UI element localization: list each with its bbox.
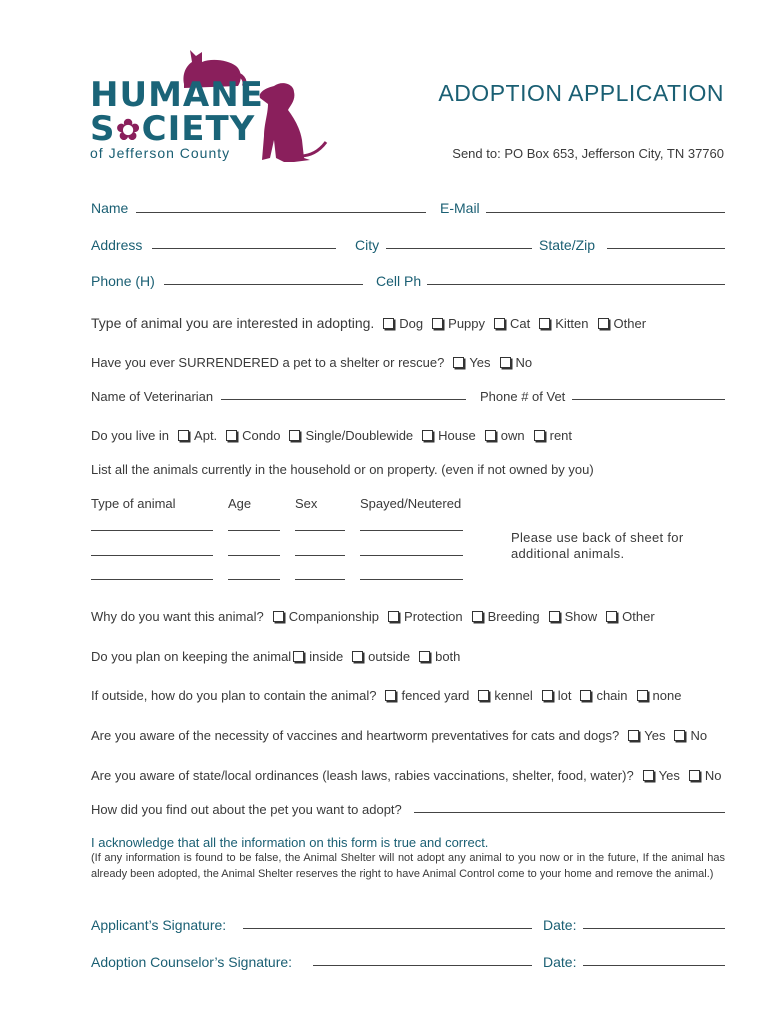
- column-age: Age: [228, 496, 252, 511]
- checkbox-icon[interactable]: [637, 690, 648, 701]
- option-apt[interactable]: Apt.: [169, 428, 217, 443]
- checkbox-icon[interactable]: [643, 770, 654, 781]
- option-companionship[interactable]: Companionship: [264, 609, 379, 624]
- counselor-date-label: Date:: [543, 954, 577, 970]
- acknowledge-body: (If any information is found to be false, the Animal Shelter will not adopt any animal to you now or in the future, If the animal has already been adopted, the Animal Shelter reserves the right to have Animal Control come to your home and remove the animal.): [91, 852, 725, 880]
- phone-home-label: Phone (H): [91, 273, 155, 289]
- option-dog[interactable]: Dog: [374, 316, 423, 331]
- checkbox-icon[interactable]: [289, 430, 300, 441]
- option-inside[interactable]: inside: [291, 649, 343, 664]
- option-condo[interactable]: Condo: [217, 428, 280, 443]
- checkbox-icon[interactable]: [689, 770, 700, 781]
- option-outside[interactable]: outside: [343, 649, 410, 664]
- option-kennel[interactable]: kennel: [469, 688, 532, 703]
- checkbox-icon[interactable]: [542, 690, 553, 701]
- keeping-row: [91, 649, 460, 664]
- household-question: List all the animals currently in the household or on property. (even if not owned by you): [91, 462, 594, 477]
- state-zip-field[interactable]: [607, 248, 725, 249]
- surrendered-question: Have you ever SURRENDERED a pet to a shelter or rescue?: [91, 355, 445, 370]
- logo-word-ciety: CIETY: [141, 109, 256, 149]
- option-lot[interactable]: lot: [533, 688, 572, 703]
- surrendered-row: [91, 355, 532, 370]
- option-puppy[interactable]: Puppy: [423, 316, 485, 331]
- live-in-question: Do you live in: [91, 428, 170, 443]
- option-none[interactable]: none: [628, 688, 682, 703]
- checkbox-icon[interactable]: [432, 318, 443, 329]
- counselor-signature-field[interactable]: [313, 965, 532, 966]
- checkbox-icon[interactable]: [598, 318, 609, 329]
- logo-letter-s: S: [90, 109, 116, 149]
- checkbox-icon[interactable]: [534, 430, 545, 441]
- spayed-neutered-field[interactable]: [360, 555, 463, 556]
- checkbox-icon[interactable]: [485, 430, 496, 441]
- additional-animals-note: Please use back of sheet for additional animals.: [511, 530, 684, 561]
- checkbox-icon[interactable]: [383, 318, 394, 329]
- option-other[interactable]: Other: [597, 609, 655, 624]
- option-yes[interactable]: Yes: [444, 355, 490, 370]
- vaccines-question: Are you aware of the necessity of vaccines and heartworm preventatives for cats and dogs?: [91, 728, 620, 743]
- applicant-date-field[interactable]: [583, 928, 725, 929]
- ordinances-question: Are you aware of state/local ordinances (leash laws, rabies vaccinations, shelter, food, water)?: [91, 768, 634, 783]
- option-breeding[interactable]: Breeding: [463, 609, 540, 624]
- found-field[interactable]: [414, 812, 725, 813]
- type-of-animal-field[interactable]: [91, 530, 213, 531]
- spayed-neutered-field[interactable]: [360, 530, 463, 531]
- checkbox-icon[interactable]: [419, 651, 430, 662]
- email-field[interactable]: [486, 212, 725, 213]
- checkbox-icon[interactable]: [453, 357, 464, 368]
- type-of-animal-field[interactable]: [91, 579, 213, 580]
- checkbox-icon[interactable]: [293, 651, 304, 662]
- paw-icon: ✿: [115, 113, 142, 148]
- send-to-address: Send to: PO Box 653, Jefferson City, TN 37760: [452, 146, 724, 161]
- vet-phone-field[interactable]: [572, 399, 725, 400]
- age-field[interactable]: [228, 555, 280, 556]
- cell-phone-label: Cell Ph: [376, 273, 422, 289]
- column-type-of-animal: Type of animal: [91, 496, 176, 511]
- option-other[interactable]: Other: [589, 316, 647, 331]
- checkbox-icon[interactable]: [385, 690, 396, 701]
- name-label: Name: [91, 200, 129, 216]
- checkbox-icon[interactable]: [628, 730, 639, 741]
- animal-type-question: Type of animal you are interested in adopting.: [91, 315, 375, 331]
- vaccines-row: [91, 728, 707, 743]
- option-single-doublewide[interactable]: Single/Doublewide: [280, 428, 413, 443]
- sex-field[interactable]: [295, 555, 345, 556]
- age-field[interactable]: [228, 530, 280, 531]
- address-field[interactable]: [152, 248, 336, 249]
- live-in-row: [91, 428, 572, 443]
- option-no[interactable]: No: [680, 768, 722, 783]
- checkbox-icon[interactable]: [478, 690, 489, 701]
- why-question: Why do you want this animal?: [91, 609, 264, 624]
- logo-subtitle: of Jefferson County: [90, 145, 231, 161]
- page-title: ADOPTION APPLICATION: [438, 80, 724, 106]
- contain-question: If outside, how do you plan to contain the animal?: [91, 688, 377, 703]
- age-field[interactable]: [228, 579, 280, 580]
- vet-name-field[interactable]: [221, 399, 466, 400]
- vet-name-label: Name of Veterinarian: [91, 389, 214, 404]
- city-label: City: [355, 237, 380, 253]
- state-zip-label: State/Zip: [539, 237, 596, 253]
- checkbox-icon[interactable]: [352, 651, 363, 662]
- checkbox-icon[interactable]: [606, 611, 617, 622]
- column-sex: Sex: [295, 496, 318, 511]
- option-cat[interactable]: Cat: [485, 316, 530, 331]
- name-field[interactable]: [136, 212, 426, 213]
- logo-line-humane: HUMANE: [90, 75, 264, 115]
- checkbox-icon[interactable]: [388, 611, 399, 622]
- checkbox-icon[interactable]: [674, 730, 685, 741]
- type-of-animal-field[interactable]: [91, 555, 213, 556]
- checkbox-icon[interactable]: [539, 318, 550, 329]
- option-fenced-yard[interactable]: fenced yard: [376, 688, 469, 703]
- applicant-signature-label: Applicant’s Signature:: [91, 917, 227, 933]
- column-spayed-neutered: Spayed/Neutered: [360, 496, 462, 511]
- keeping-question: Do you plan on keeping the animal: [91, 649, 292, 664]
- counselor-signature-label: Adoption Counselor’s Signature:: [91, 954, 293, 970]
- option-no[interactable]: No: [491, 355, 533, 370]
- option-protection[interactable]: Protection: [379, 609, 463, 624]
- option-show[interactable]: Show: [540, 609, 598, 624]
- checkbox-icon[interactable]: [549, 611, 560, 622]
- option-yes[interactable]: Yes: [634, 768, 680, 783]
- email-label: E-Mail: [440, 200, 480, 216]
- applicant-date-label: Date:: [543, 917, 577, 933]
- option-no[interactable]: No: [665, 728, 707, 743]
- option-yes[interactable]: Yes: [619, 728, 665, 743]
- checkbox-icon[interactable]: [500, 357, 511, 368]
- cell-phone-field[interactable]: [427, 284, 725, 285]
- checkbox-icon[interactable]: [178, 430, 189, 441]
- applicant-signature-field[interactable]: [243, 928, 532, 929]
- option-kitten[interactable]: Kitten: [530, 316, 588, 331]
- ordinances-row: [91, 768, 722, 783]
- sex-field[interactable]: [295, 530, 345, 531]
- vet-phone-label: Phone # of Vet: [480, 389, 566, 404]
- checkbox-icon[interactable]: [580, 690, 591, 701]
- phone-home-field[interactable]: [164, 284, 363, 285]
- counselor-date-field[interactable]: [583, 965, 725, 966]
- dog-silhouette-icon: [254, 80, 330, 164]
- acknowledge-heading: I acknowledge that all the information on this form is true and correct.: [91, 835, 489, 850]
- checkbox-icon[interactable]: [472, 611, 483, 622]
- option-both[interactable]: both: [410, 649, 460, 664]
- option-rent[interactable]: rent: [525, 428, 572, 443]
- animal-type-row: [91, 315, 646, 333]
- option-house[interactable]: House: [413, 428, 476, 443]
- city-field[interactable]: [386, 248, 532, 249]
- why-row: [91, 609, 655, 624]
- contain-row: [91, 688, 681, 703]
- sex-field[interactable]: [295, 579, 345, 580]
- spayed-neutered-field[interactable]: [360, 579, 463, 580]
- checkbox-icon[interactable]: [494, 318, 505, 329]
- checkbox-icon[interactable]: [422, 430, 433, 441]
- found-question: How did you find out about the pet you want to adopt?: [91, 802, 402, 817]
- logo-line-society: [90, 110, 255, 150]
- checkbox-icon[interactable]: [273, 611, 284, 622]
- address-label: Address: [91, 237, 143, 253]
- option-own[interactable]: own: [476, 428, 525, 443]
- option-chain[interactable]: chain: [571, 688, 627, 703]
- checkbox-icon[interactable]: [226, 430, 237, 441]
